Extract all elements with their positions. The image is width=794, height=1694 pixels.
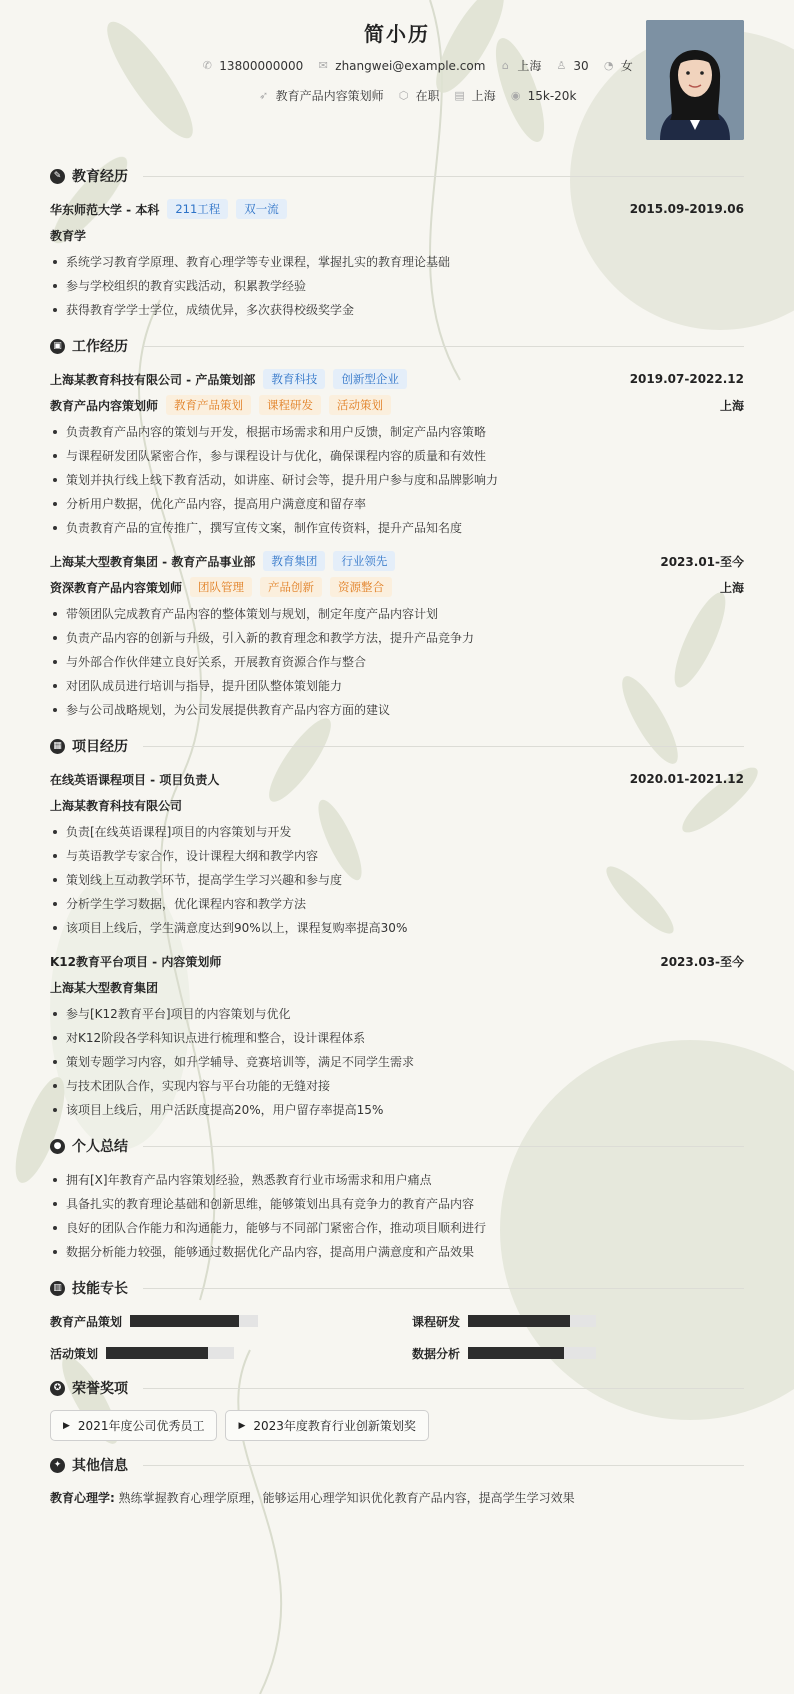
bullet-item: 具备扎实的教育理论基础和创新思维，能够策划出具有竞争力的教育产品内容: [50, 1192, 744, 1216]
other-info: [50, 1487, 744, 1509]
award-label: 2023年度教育行业创新策划奖: [253, 1419, 416, 1433]
mail-icon: ✉: [318, 59, 328, 72]
section-divider: [143, 1288, 744, 1289]
project-date: 2020.01-2021.12: [629, 772, 744, 786]
work-city-item: [454, 87, 496, 104]
bar-chart-icon: ▥: [50, 1281, 65, 1296]
bullet-item: 分析用户数据，优化产品内容，提高用户满意度和留存率: [50, 492, 744, 516]
section-divider: [143, 1465, 744, 1466]
education-entry: [50, 198, 744, 322]
work-location: 上海: [719, 580, 744, 595]
gender-icon: ◔: [603, 59, 614, 72]
section-divider: [143, 1146, 744, 1147]
skill-bar-fill: [468, 1347, 564, 1359]
age-text: 30: [573, 58, 589, 73]
education-bullets: [50, 250, 744, 322]
other-text: 熟练掌握教育心理学原理，能够运用心理学知识优化教育产品内容，提高学生学习效果: [118, 1491, 575, 1505]
awards-section: [50, 1378, 744, 1441]
section-title: 工作经历: [72, 339, 128, 355]
bullet-item: 分析学生学习数据，优化课程内容和教学方法: [50, 892, 744, 916]
email-item: [317, 57, 485, 74]
company-tag: 行业领先: [333, 551, 395, 571]
skill-name: 数据分析: [412, 1346, 461, 1361]
projects-header: [50, 736, 744, 756]
skill-item: [50, 1342, 382, 1364]
section-divider: [143, 346, 744, 347]
status-icon: ⬡: [398, 89, 409, 102]
age-item: [555, 57, 588, 74]
phone-icon: ✆: [202, 59, 212, 72]
graduation-cap-icon: ✎: [50, 169, 65, 184]
skill-bar: [468, 1347, 596, 1359]
summary-header: [50, 1136, 744, 1156]
other-label: 教育心理学:: [50, 1491, 115, 1505]
work-location: 上海: [719, 398, 744, 413]
status-text: 在职: [415, 89, 440, 103]
skill-name: 课程研发: [412, 1314, 461, 1329]
skill-name: 活动策划: [50, 1346, 99, 1361]
projects-section: [50, 736, 744, 1122]
bullet-item: 与技术团队合作，实现内容与平台功能的无缝对接: [50, 1074, 744, 1098]
role-tag: 课程研发: [259, 395, 321, 415]
skill-bar: [106, 1347, 234, 1359]
gender-item: [603, 57, 633, 74]
section-title: 荣誉奖项: [72, 1381, 128, 1397]
awards-header: [50, 1378, 744, 1398]
info-icon: ✦: [50, 1458, 65, 1473]
education-section: [50, 166, 744, 322]
role-tag: 教育产品策划: [166, 395, 251, 415]
education-date: 2015.09-2019.06: [629, 202, 744, 216]
award-chip: [225, 1410, 428, 1441]
award-label: 2021年度公司优秀员工: [77, 1419, 205, 1433]
skills-header: [50, 1278, 744, 1298]
bullet-item: 负责产品内容的创新与升级，引入新的教育理念和教学方法，提升产品竞争力: [50, 626, 744, 650]
bullet-item: 对K12阶段各学科知识点进行梳理和整合，设计课程体系: [50, 1026, 744, 1050]
person-icon: ●: [50, 1139, 65, 1154]
role-tag: 资源整合: [330, 577, 392, 597]
bullet-item: 负责教育产品的宣传推广，撰写宣传文案，制作宣传资料，提升产品知名度: [50, 516, 744, 540]
grid-icon: ▦: [50, 739, 65, 754]
bullet-item: 与英语教学专家合作，设计课程大纲和教学内容: [50, 844, 744, 868]
company-tag: 创新型企业: [333, 369, 407, 389]
section-divider: [143, 176, 744, 177]
bullet-item: 拥有[X]年教育产品内容策划经验，熟悉教育行业市场需求和用户痛点: [50, 1168, 744, 1192]
work-bullets: [50, 420, 744, 540]
education-header: [50, 166, 744, 186]
salary-text: 15k-20k: [527, 88, 577, 103]
role-name: 资深教育产品内容策划师: [50, 580, 183, 595]
role-tag: 团队管理: [190, 577, 252, 597]
major-name: 教育学: [50, 228, 87, 243]
bullet-item: 策划线上互动教学环节，提高学生学习兴趣和参与度: [50, 868, 744, 892]
building-icon: ▤: [454, 89, 465, 102]
bullet-item: 该项目上线后，学生满意度达到90%以上，课程复购率提高30%: [50, 916, 744, 940]
skill-bar-fill: [468, 1315, 570, 1327]
salary-icon: ◉: [510, 89, 521, 102]
skill-item: [412, 1342, 744, 1364]
work-date: 2019.07-2022.12: [629, 372, 744, 386]
candidate-name: 简小历: [364, 22, 430, 46]
salary-item: [510, 87, 577, 104]
project-bullets: [50, 820, 744, 940]
skill-bar: [130, 1315, 258, 1327]
work-header: [50, 336, 744, 356]
bullet-item: 该项目上线后，用户活跃度提高20%，用户留存率提高15%: [50, 1098, 744, 1122]
bullet-item: 带领团队完成教育产品内容的整体策划与规划，制定年度产品内容计划: [50, 602, 744, 626]
bullet-item: 与外部合作伙伴建立良好关系，开展教育资源合作与整合: [50, 650, 744, 674]
send-icon: ➶: [258, 89, 269, 102]
company-name: 上海某大型教育集团 - 教育产品事业部: [50, 554, 256, 569]
section-divider: [143, 1388, 744, 1389]
city-text: 上海: [517, 59, 542, 73]
project-entry: [50, 950, 744, 1122]
company-name: 上海某教育科技有限公司 - 产品策划部: [50, 372, 256, 387]
age-icon: ♙: [556, 59, 567, 72]
bullet-item: 对团队成员进行培训与指导，提升团队整体策划能力: [50, 674, 744, 698]
skill-name: 教育产品策划: [50, 1314, 123, 1329]
play-triangle-icon: ▶: [63, 1420, 70, 1431]
bullet-item: 策划专题学习内容，如升学辅导、竞赛培训等，满足不同学生需求: [50, 1050, 744, 1074]
bullet-item: 负责[在线英语课程]项目的内容策划与开发: [50, 820, 744, 844]
summary-bullets: [50, 1168, 744, 1264]
bullet-item: 负责教育产品内容的策划与开发，根据市场需求和用户反馈，制定产品内容策略: [50, 420, 744, 444]
other-section: [50, 1455, 744, 1509]
skills-grid: [50, 1310, 744, 1364]
award-chip: [50, 1410, 217, 1441]
school-tag: 211工程: [167, 199, 228, 219]
company-tag: 教育集团: [263, 551, 325, 571]
section-title: 个人总结: [72, 1139, 128, 1155]
bullet-item: 参与[K12教育平台]项目的内容策划与优化: [50, 1002, 744, 1026]
profile-photo: [646, 20, 744, 140]
school-tag: 双一流: [236, 199, 287, 219]
email-text: zhangwei@example.com: [335, 58, 486, 73]
position-item: [258, 87, 384, 104]
bullet-item: 策划并执行线上线下教育活动，如讲座、研讨会等，提升用户参与度和品牌影响力: [50, 468, 744, 492]
bullet-item: 良好的团队合作能力和沟通能力，能够与不同部门紧密合作，推动项目顺利进行: [50, 1216, 744, 1240]
work-entry: [50, 550, 744, 722]
work-section: [50, 336, 744, 722]
project-name: K12教育平台项目 - 内容策划师: [50, 954, 222, 969]
home-icon: ⌂: [501, 59, 509, 72]
role-name: 教育产品内容策划师: [50, 398, 159, 413]
bullet-item: 参与公司战略规划，为公司发展提供教育产品内容方面的建议: [50, 698, 744, 722]
bullet-item: 系统学习教育学原理、教育心理学等专业课程，掌握扎实的教育理论基础: [50, 250, 744, 274]
project-entry: [50, 768, 744, 940]
project-org: 上海某教育科技有限公司: [50, 798, 183, 813]
position-text: 教育产品内容策划师: [275, 89, 384, 103]
work-date: 2023.01-至今: [660, 554, 744, 569]
project-org: 上海某大型教育集团: [50, 980, 159, 995]
skill-item: [412, 1310, 744, 1332]
play-triangle-icon: ▶: [238, 1420, 246, 1431]
project-date: 2023.03-至今: [660, 954, 744, 969]
section-title: 教育经历: [72, 169, 128, 185]
project-bullets: [50, 1002, 744, 1122]
summary-section: [50, 1136, 744, 1264]
role-tag: 活动策划: [329, 395, 391, 415]
city-item: [499, 57, 541, 74]
work-city-text: 上海: [471, 89, 496, 103]
skill-bar-fill: [130, 1315, 239, 1327]
bullet-item: 数据分析能力较强，能够通过数据优化产品内容，提高用户满意度和产品效果: [50, 1240, 744, 1264]
briefcase-icon: ▣: [50, 339, 65, 354]
skills-section: [50, 1278, 744, 1364]
resume-header: [50, 18, 744, 166]
other-header: [50, 1455, 744, 1475]
work-entry: [50, 368, 744, 540]
section-title: 其他信息: [72, 1458, 128, 1474]
work-bullets: [50, 602, 744, 722]
skill-bar: [468, 1315, 596, 1327]
gender-text: 女: [620, 59, 633, 73]
bullet-item: 与课程研发团队紧密合作，参与课程设计与优化，确保课程内容的质量和有效性: [50, 444, 744, 468]
phone-item: [201, 57, 303, 74]
school-name: 华东师范大学 - 本科: [50, 202, 160, 217]
status-item: [398, 87, 440, 104]
role-tag: 产品创新: [260, 577, 322, 597]
section-title: 项目经历: [72, 739, 128, 755]
medal-icon: ✪: [50, 1381, 65, 1396]
section-title: 技能专长: [72, 1281, 128, 1297]
skill-bar-fill: [106, 1347, 208, 1359]
company-tag: 教育科技: [263, 369, 325, 389]
bullet-item: 获得教育学学士学位，成绩优异，多次获得校级奖学金: [50, 298, 744, 322]
awards-list: [50, 1410, 744, 1441]
section-divider: [143, 746, 744, 747]
phone-text: 13800000000: [219, 58, 304, 73]
bullet-item: 参与学校组织的教育实践活动，积累教学经验: [50, 274, 744, 298]
project-name: 在线英语课程项目 - 项目负责人: [50, 772, 220, 787]
skill-item: [50, 1310, 382, 1332]
